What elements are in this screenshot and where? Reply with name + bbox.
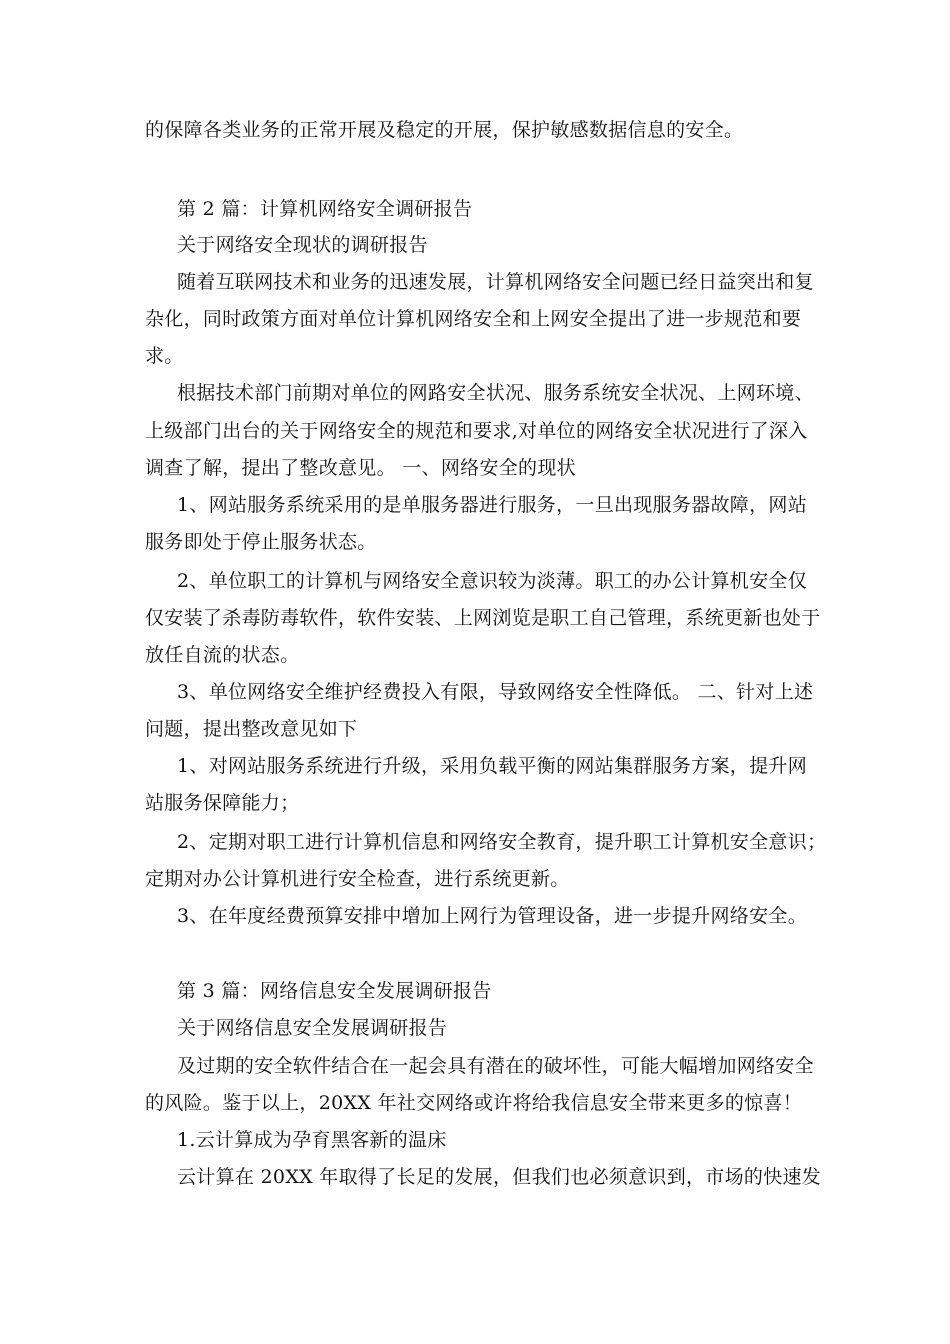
list-item-line: 放任自流的状态。 xyxy=(145,644,300,666)
list-item-line: 仅安装了杀毒防毒软件，软件安装、上网浏览是职工自己管理，系统更新也处于 xyxy=(145,607,821,629)
report-title: 关于网络信息安全发展调研报告 xyxy=(177,1017,448,1039)
paragraph-line: 随着互联网技术和业务的迅速发展，计算机网络安全问题已经日益突出和复 xyxy=(177,271,814,293)
subsection-heading: 1.云计算成为孕育黑客新的温床 xyxy=(177,1129,447,1151)
section-heading: 第 3 篇：网络信息安全发展调研报告 xyxy=(177,980,492,1002)
list-item-line: 站服务保障能力； xyxy=(145,792,300,814)
list-item-line: 1、对网站服务系统进行升级，采用负载平衡的网站集群服务方案，提升网 xyxy=(177,755,807,777)
paragraph-line: 调查了解，提出了整改意见。 一、网络安全的现状 xyxy=(145,457,576,479)
paragraph-line: 的风险。鉴于以上，20XX 年社交网络或许将给我信息安全带来更多的惊喜！ xyxy=(145,1092,803,1114)
list-item-line: 服务即处于停止服务状态。 xyxy=(145,531,377,553)
list-item-line: 2、定期对职工进行计算机信息和网络安全教育，提升职工计算机安全意识； xyxy=(177,831,827,853)
paragraph-line: 上级部门出台的关于网络安全的规范和要求,对单位的网络安全状况进行了深入 xyxy=(145,420,808,442)
paragraph-line: 云计算在 20XX 年取得了长足的发展，但我们也必须意识到，市场的快速发 xyxy=(177,1166,822,1188)
paragraph-line: 求。 xyxy=(145,345,184,367)
section-heading: 第 2 篇：计算机网络安全调研报告 xyxy=(177,198,473,220)
list-item-line: 3、在年度经费预算安排中增加上网行为管理设备，进一步提升网络安全。 xyxy=(177,905,807,927)
list-item-line: 3、单位网络安全维护经费投入有限，导致网络安全性降低。 二、针对上述 xyxy=(177,681,814,703)
paragraph-line: 根据技术部门前期对单位的网路安全状况、服务系统安全状况、上网环境、 xyxy=(177,382,814,404)
list-item-line: 定期对办公计算机进行安全检查，进行系统更新。 xyxy=(145,868,570,890)
report-title: 关于网络安全现状的调研报告 xyxy=(177,234,428,256)
list-item-line: 问题，提出整改意见如下 xyxy=(145,718,358,740)
list-item-line: 2、单位职工的计算机与网络安全意识较为淡薄。职工的办公计算机安全仅 xyxy=(177,570,807,592)
paragraph-line: 杂化，同时政策方面对单位计算机网络安全和上网安全提出了进一步规范和要 xyxy=(145,308,802,330)
list-item-line: 1、网站服务系统采用的是单服务器进行服务，一旦出现服务器故障，网站 xyxy=(177,494,807,516)
paragraph-line: 及过期的安全软件结合在一起会具有潜在的破坏性，可能大幅增加网络安全 xyxy=(177,1055,814,1077)
paragraph-line: 的保障各类业务的正常开展及稳定的开展，保护敏感数据信息的安全。 xyxy=(145,119,744,141)
